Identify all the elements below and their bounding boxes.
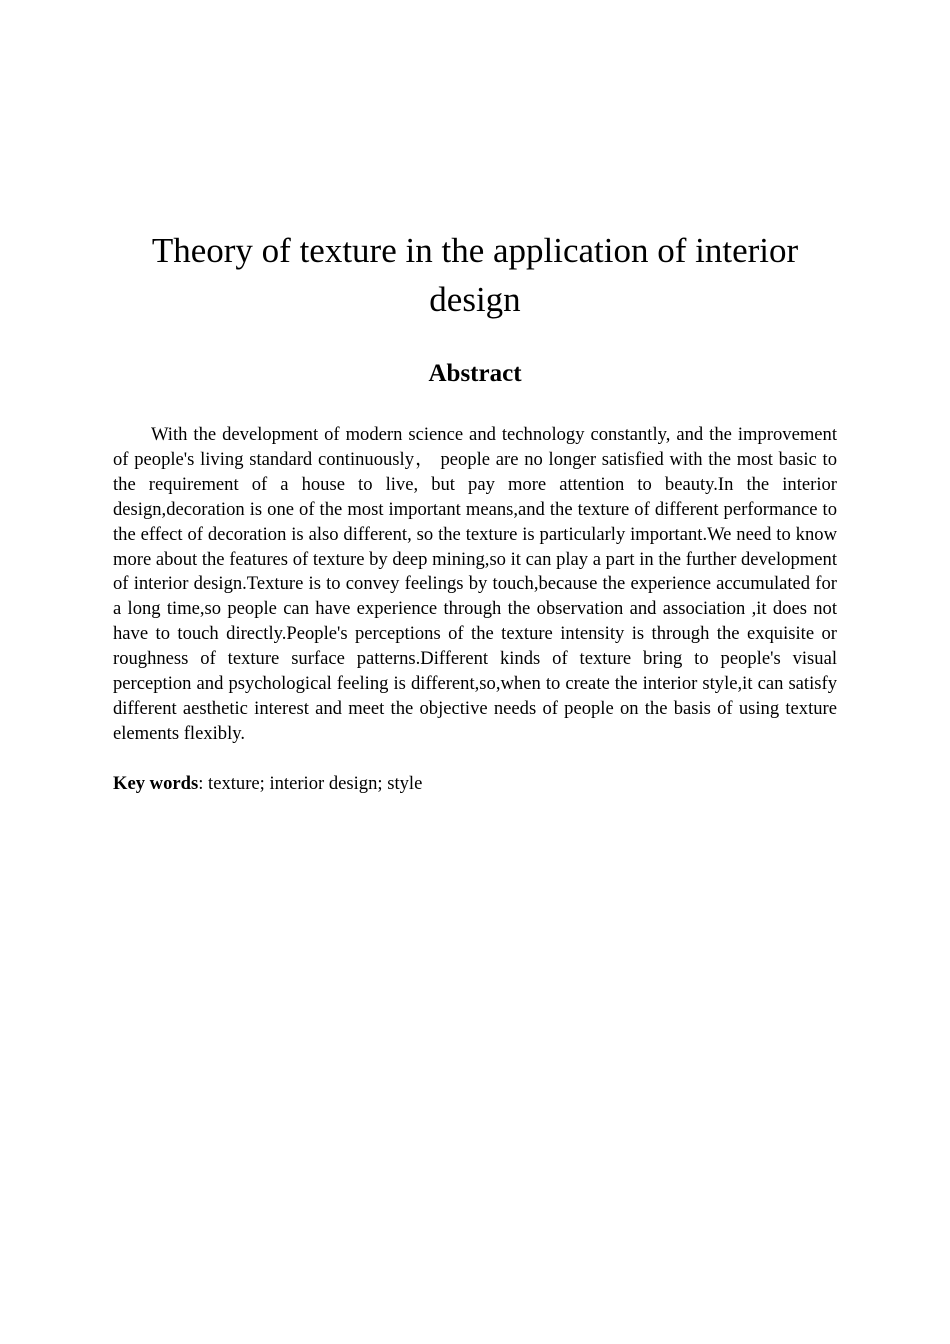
paper-title: Theory of texture in the application of interior design	[151, 231, 799, 319]
abstract-heading: Abstract	[428, 360, 522, 387]
keywords-list: : texture; interior design; style	[198, 773, 423, 794]
keywords-label: Key words	[113, 773, 199, 794]
abstract-paragraph: With the development of modern science and technology constantly, and the improvement of people's living standard continuously， people are no longer satisfied with the most basic to the requirement of a house to live, but pay more attention to beauty.In the interior design,decoration is one of the most important means,and the texture of different performance to the effect of decoration is also different, so the texture is particularly important.We need to know more about the features of texture by deep mining,so it can play a part in the further development of interior design.Texture is to convey feelings by touch,because the experience accumulated for a long time,so people can have experience through the observation and association ,it does not have to touch directly.People's perceptions of the texture intensity is through the exquisite or roughness of texture surface patterns.Different kinds of texture bring to people's visual perception and psychological feeling is different,so,when to create the interior style,it can satisfy different aesthetic interest and meet the objective needs of people on the basis of using texture elements flexibly.	[113, 424, 837, 744]
keywords-line	[113, 772, 837, 797]
